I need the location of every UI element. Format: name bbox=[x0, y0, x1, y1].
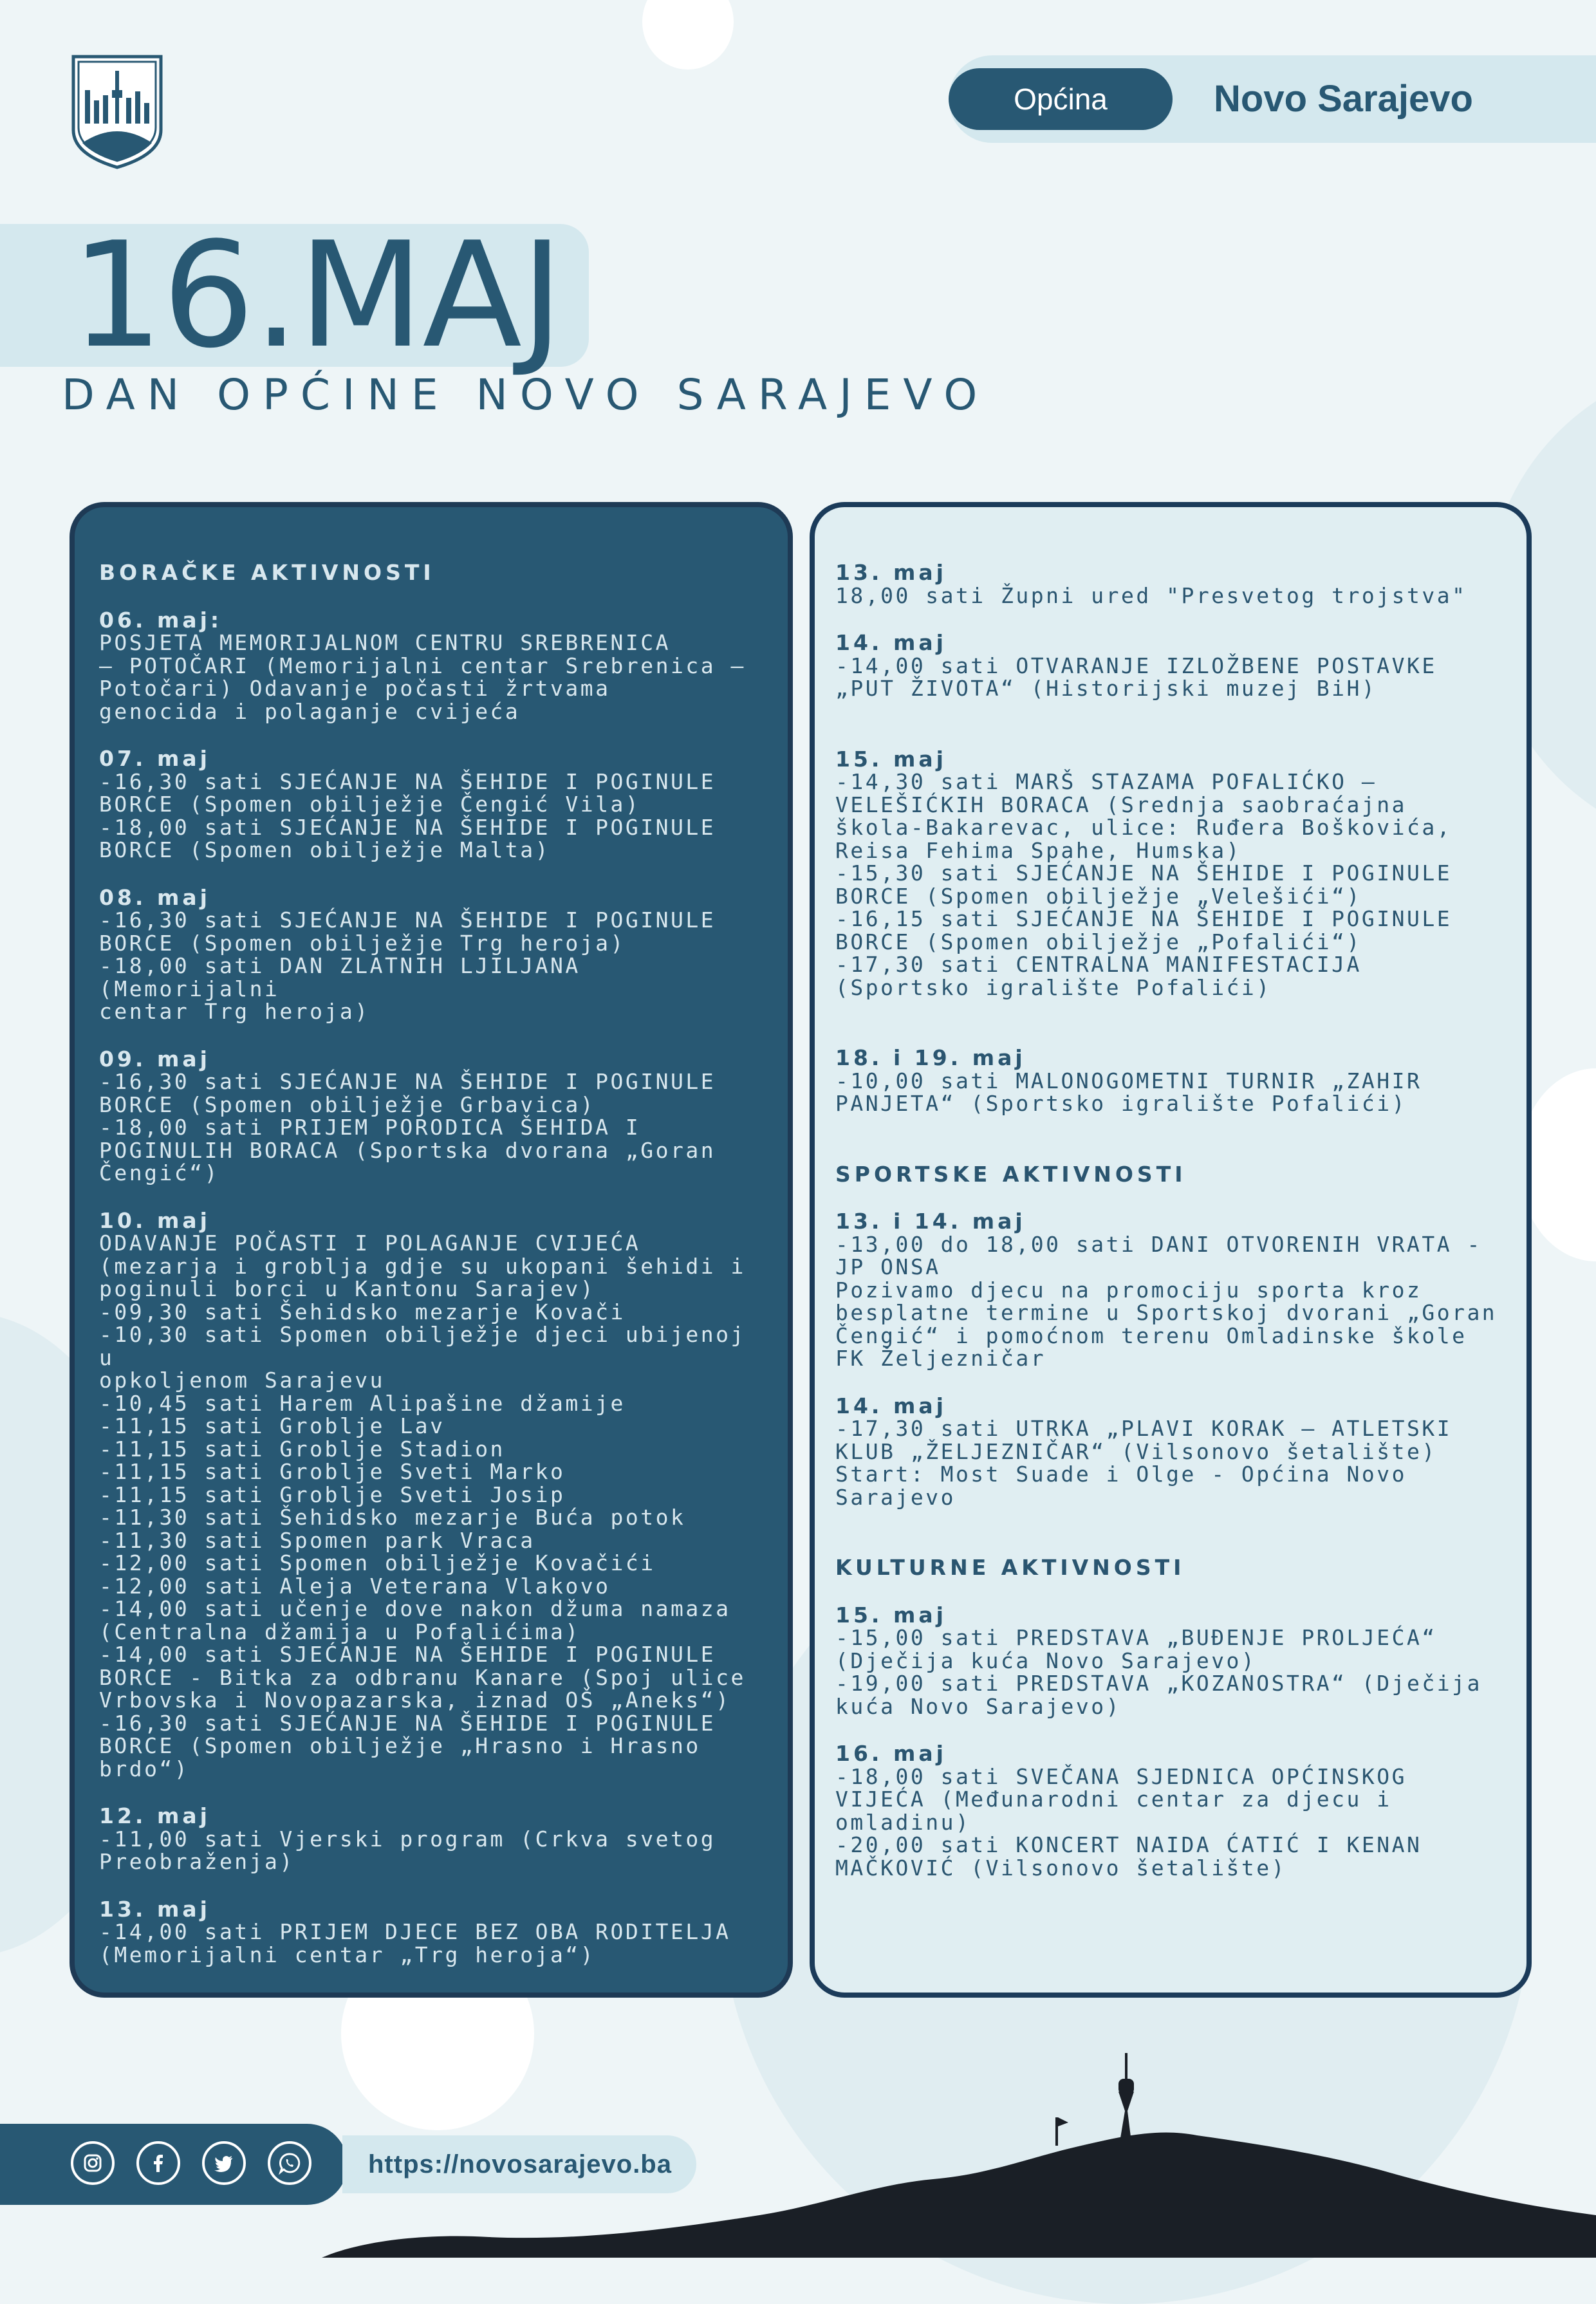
event-line: -16,30 sati SJEĆANJE NA ŠEHIDE I POGINULE bbox=[99, 1069, 716, 1094]
event-line: -20,00 sati KONCERT NAIDA ĆATIĆ I KENAN bbox=[835, 1832, 1422, 1857]
event-line: -14,00 sati OTVARANJE IZLOŽBENE POSTAVKE bbox=[835, 653, 1437, 678]
day-label: 14. maj bbox=[835, 630, 947, 655]
event-line: Čengić“) bbox=[99, 1160, 219, 1185]
day-label: 15. maj bbox=[835, 1602, 947, 1628]
municipality-title: Novo Sarajevo bbox=[1214, 78, 1473, 120]
event-line: 18,00 sati Župni ured "Presvetog trojstva" bbox=[835, 582, 1467, 608]
opcina-pill: Općina bbox=[949, 68, 1173, 130]
schedule-day bbox=[99, 747, 770, 862]
schedule-day bbox=[835, 1210, 1508, 1370]
schedule-day bbox=[99, 609, 770, 723]
sport-activities-list bbox=[835, 1210, 1508, 1509]
day-label: 07. maj bbox=[99, 746, 210, 771]
event-line: -11,30 sati Šehidsko mezarje Buća potok bbox=[99, 1505, 686, 1530]
event-line: -16,30 sati SJEĆANJE NA ŠEHIDE I POGINULE bbox=[99, 768, 716, 794]
schedule-day bbox=[835, 1742, 1508, 1879]
event-line: – POTOČARI (Memorijalni centar Srebrenica – bbox=[99, 653, 746, 678]
event-line: VIJEĆA (Međunarodni centar za djecu i bbox=[835, 1787, 1392, 1812]
twitter-icon[interactable] bbox=[202, 2141, 246, 2185]
event-line: -11,00 sati Vjerski program (Crkva svetog bbox=[99, 1826, 716, 1852]
event-line: -14,00 sati PRIJEM DJECE BEZ OBA RODITELJA bbox=[99, 1919, 731, 1944]
event-subtitle: DAN OPĆINE NOVO SARAJEVO bbox=[62, 370, 990, 420]
schedule-day bbox=[835, 1046, 1508, 1115]
event-line: besplatne termine u Sportskoj dvorani „Goran bbox=[835, 1300, 1498, 1325]
event-line: -15,00 sati PREDSTAVA „BUĐENJE PROLJEĆA“ bbox=[835, 1625, 1437, 1650]
schedule-day bbox=[99, 1209, 770, 1781]
schedule-day bbox=[99, 886, 770, 1023]
whatsapp-icon[interactable] bbox=[268, 2141, 311, 2185]
event-line: KLUB „ŽELJEZNIČAR“ (Vilsonovo šetalište) bbox=[835, 1438, 1437, 1464]
veterans-activities-content bbox=[99, 561, 770, 1966]
event-line: brdo“) bbox=[99, 1756, 190, 1781]
facebook-icon[interactable] bbox=[136, 2141, 180, 2185]
event-line: -17,30 sati CENTRALNA MANIFESTACIJA bbox=[835, 952, 1362, 977]
event-line: centar Trg heroja) bbox=[99, 999, 370, 1024]
day-label: 13. i 14. maj bbox=[835, 1209, 1026, 1234]
day-label: 06. maj: bbox=[99, 607, 223, 633]
schedule-day bbox=[835, 1604, 1508, 1718]
event-line: -14,00 sati učenje dove nakon džuma namaza bbox=[99, 1596, 731, 1621]
section-heading: SPORTSKE AKTIVNOSTI bbox=[835, 1161, 1187, 1187]
day-label: 14. maj bbox=[835, 1393, 947, 1418]
event-line: -11,30 sati Spomen park Vraca bbox=[99, 1527, 535, 1553]
event-line: škola-Bakarevac, ulice: Ruđera Boškovića, bbox=[835, 815, 1452, 840]
event-line: -11,15 sati Groblje Stadion bbox=[99, 1436, 505, 1462]
schedule-day bbox=[835, 748, 1508, 999]
event-line: -14,00 sati SJEĆANJE NA ŠEHIDE I POGINULE bbox=[99, 1642, 716, 1667]
schedule-day bbox=[835, 1395, 1508, 1509]
event-line: BORCE (Spomen obilježje Malta) bbox=[99, 837, 551, 862]
memorial-activities-list bbox=[835, 561, 1508, 1115]
veterans-activities-panel bbox=[70, 502, 793, 1998]
event-date: 16.MAJ bbox=[71, 211, 562, 380]
event-line: -12,00 sati Spomen obilježje Kovačići bbox=[99, 1550, 656, 1575]
municipality-logo bbox=[70, 53, 165, 170]
day-label: 15. maj bbox=[835, 746, 947, 772]
event-line: genocida i polaganje cvijeća bbox=[99, 698, 521, 724]
event-line: Čengić“ i pomoćnom terenu Omladinske škole bbox=[835, 1323, 1467, 1348]
day-label: 13. maj bbox=[99, 1896, 210, 1922]
event-line: (Centralna džamija u Pofalićima) bbox=[99, 1619, 580, 1644]
event-line: poginuli borci u Kantonu Sarajev) bbox=[99, 1276, 596, 1301]
event-line: (Sportsko igralište Pofalići) bbox=[835, 974, 1272, 1000]
event-line: -10,45 sati Harem Alipašine džamije bbox=[99, 1390, 626, 1416]
event-line: opkoljenom Sarajevu bbox=[99, 1368, 385, 1393]
day-label: 13. maj bbox=[835, 560, 947, 585]
schedule-day bbox=[835, 561, 1508, 607]
event-line: -10,30 sati Spomen obilježje djeci ubijenoj u bbox=[99, 1322, 746, 1370]
event-line: Potočari) Odavanje počasti žrtvama bbox=[99, 676, 611, 701]
event-line: POSJETA MEMORIJALNOM CENTRU SREBRENICA bbox=[99, 630, 671, 655]
section-heading: BORAČKE AKTIVNOSTI bbox=[99, 560, 435, 585]
event-line: -13,00 do 18,00 sati DANI OTVORENIH VRATA - bbox=[835, 1231, 1482, 1257]
event-line: -11,15 sati Groblje Sveti Marko bbox=[99, 1459, 566, 1484]
event-line: -18,00 sati SJEĆANJE NA ŠEHIDE I POGINULE bbox=[99, 814, 716, 840]
instagram-icon[interactable] bbox=[71, 2141, 115, 2185]
event-line: Reisa Fehima Spahe, Humska) bbox=[835, 837, 1241, 863]
event-line: -11,15 sati Groblje Sveti Josip bbox=[99, 1482, 566, 1507]
event-line: -16,30 sati SJEĆANJE NA ŠEHIDE I POGINULE bbox=[99, 907, 716, 933]
bg-bubble-top bbox=[642, 0, 734, 70]
event-line: Pozivamo djecu na promociju sporta kroz bbox=[835, 1277, 1422, 1303]
event-line: „PUT ŽIVOTA“ (Historijski muzej BiH) bbox=[835, 676, 1377, 701]
website-link[interactable]: https://novosarajevo.ba bbox=[368, 2150, 672, 2179]
culture-activities-list bbox=[835, 1604, 1508, 1880]
event-line: MAČKOVIĆ (Vilsonovo šetalište) bbox=[835, 1855, 1287, 1881]
event-line: (Memorijalni centar „Trg heroja“) bbox=[99, 1942, 596, 1967]
event-line: -18,00 sati PRIJEM PORODICA ŠEHIDA I bbox=[99, 1115, 641, 1140]
day-label: 10. maj bbox=[99, 1207, 210, 1233]
day-label: 12. maj bbox=[99, 1803, 210, 1828]
event-line: BORCE (Spomen obilježje Trg heroja) bbox=[99, 930, 626, 956]
schedule-content bbox=[835, 561, 1508, 1879]
event-line: -18,00 sati DAN ZLATNIH LJILJANA (Memorijalni bbox=[99, 953, 580, 1001]
event-line: Preobraženja) bbox=[99, 1849, 295, 1874]
schedule-day bbox=[99, 1898, 770, 1967]
event-line: BORCE (Spomen obilježje „Pofalići“) bbox=[835, 929, 1362, 954]
event-line: Vrbovska i Novopazarska, iznad OŠ „Aneks“) bbox=[99, 1687, 731, 1713]
event-line: (Dječija kuća Novo Sarajevo) bbox=[835, 1648, 1257, 1673]
event-line: BORCE - Bitka za odbranu Kanare (Spoj ulice bbox=[99, 1664, 746, 1690]
schedule-panel bbox=[810, 502, 1532, 1998]
event-line: BORCE (Spomen obilježje „Hrasno i Hrasno bbox=[99, 1733, 701, 1758]
schedule-day bbox=[99, 1048, 770, 1185]
schedule-day bbox=[835, 631, 1508, 700]
event-line: -09,30 sati Šehidsko mezarje Kovači bbox=[99, 1299, 626, 1324]
event-line: -11,15 sati Groblje Lav bbox=[99, 1413, 445, 1438]
event-line: (mezarja i groblja gdje su ukopani šehidi i bbox=[99, 1253, 746, 1279]
day-label: 18. i 19. maj bbox=[835, 1045, 1026, 1070]
event-line: Start: Most Suade i Olge - Općina Novo bbox=[835, 1462, 1407, 1487]
event-line: BORCE (Spomen obilježje Grbavica) bbox=[99, 1092, 596, 1117]
event-line: kuća Novo Sarajevo) bbox=[835, 1693, 1121, 1719]
event-line: -15,30 sati SJEĆANJE NA ŠEHIDE I POGINULE bbox=[835, 860, 1452, 886]
schedule-day bbox=[99, 1805, 770, 1873]
section-heading: KULTURNE AKTIVNOSTI bbox=[835, 1555, 1185, 1580]
event-line: -16,15 sati SJEĆANJE NA ŠEHIDE I POGINULE bbox=[835, 906, 1452, 931]
event-line: -12,00 sati Aleja Veterana Vlakovo bbox=[99, 1573, 611, 1599]
event-line: BORCE (Spomen obilježje „Velešići“) bbox=[835, 883, 1362, 909]
event-line: -14,30 sati MARŠ STAZAMA POFALIĆKO – bbox=[835, 769, 1377, 794]
event-line: BORCE (Spomen obilježje Čengić Vila) bbox=[99, 792, 641, 817]
event-line: ODAVANJE POČASTI I POLAGANJE CVIJEĆA bbox=[99, 1231, 641, 1256]
event-line: VELEŠIĆKIH BORACA (Srednja saobraćajna bbox=[835, 792, 1407, 817]
day-label: 09. maj bbox=[99, 1046, 210, 1072]
event-line: POGINULIH BORACA (Sportska dvorana „Goran bbox=[99, 1137, 716, 1163]
event-line: omladinu) bbox=[835, 1809, 971, 1835]
veterans-activities-list bbox=[99, 609, 770, 1967]
event-line: FK Željezničar bbox=[835, 1346, 1046, 1371]
event-line: JP ONSA bbox=[835, 1254, 941, 1279]
event-line: -18,00 sati SVEČANA SJEDNICA OPĆINSKOG bbox=[835, 1763, 1407, 1789]
event-line: -17,30 sati UTRKA „PLAVI KORAK – ATLETSKI bbox=[835, 1416, 1452, 1441]
event-line: -16,30 sati SJEĆANJE NA ŠEHIDE I POGINULE bbox=[99, 1710, 716, 1736]
event-line: -10,00 sati MALONOGOMETNI TURNIR „ZAHIR bbox=[835, 1068, 1422, 1093]
day-label: 16. maj bbox=[835, 1741, 947, 1766]
event-line: PANJETA“ (Sportsko igralište Pofalići) bbox=[835, 1091, 1407, 1116]
event-line: -19,00 sati PREDSTAVA „KOZANOSTRA“ (Dječija bbox=[835, 1671, 1482, 1696]
event-line: Sarajevo bbox=[835, 1484, 956, 1510]
day-label: 08. maj bbox=[99, 884, 210, 910]
